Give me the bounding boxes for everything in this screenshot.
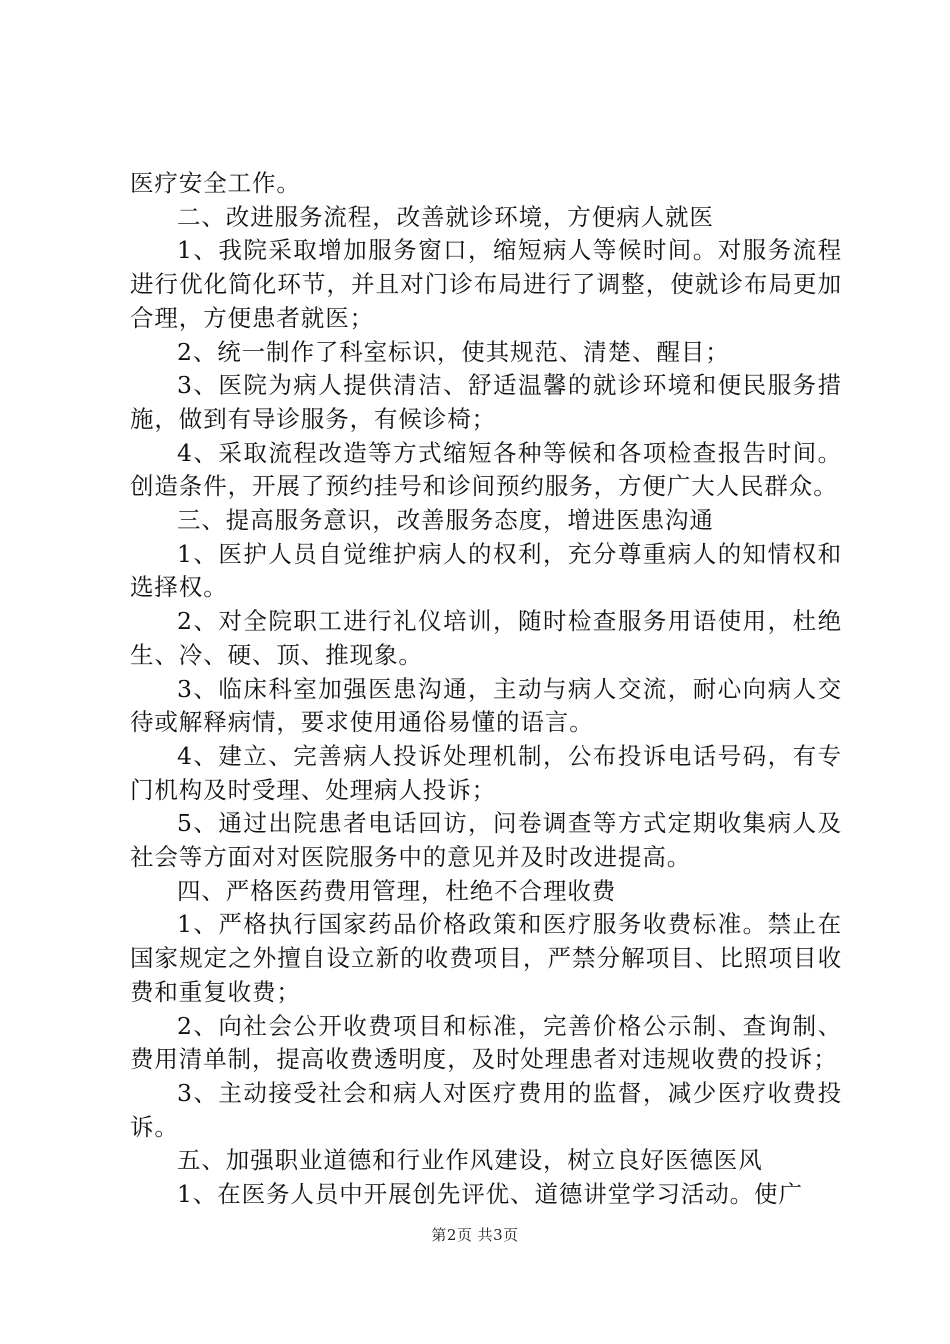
paragraph: 1、医护人员自觉维护病人的权利，充分尊重病人的知情权和选择权。 — [130, 539, 842, 602]
paragraph: 3、临床科室加强医患沟通，主动与病人交流，耐心向病人交待或解释病情，要求使用通俗易懂的语言。 — [130, 674, 842, 737]
paragraph: 4、采取流程改造等方式缩短各种等候和各项检查报告时间。创造条件，开展了预约挂号和诊间预约服务，方便广大人民群众。 — [130, 438, 842, 501]
paragraph: 1、严格执行国家药品价格政策和医疗服务收费标准。禁止在国家规定之外擅自设立新的收费项目，严禁分解项目、比照项目收费和重复收费； — [130, 910, 842, 1006]
page-number: 第2页 共3页 — [431, 1226, 519, 1244]
paragraph: 1、我院采取增加服务窗口，缩短病人等候时间。对服务流程进行优化简化环节，并且对门诊布局进行了调整，使就诊布局更加合理，方便患者就医； — [130, 236, 842, 332]
paragraph: 1、在医务人员中开展创先评优、道德讲堂学习活动。使广 — [177, 1180, 803, 1209]
paragraph: 2、统一制作了科室标识，使其规范、清楚、醒目； — [177, 337, 730, 366]
document-body — [130, 167, 842, 1212]
paragraph: 2、向社会公开收费项目和标准，完善价格公示制、查询制、费用清单制，提高收费透明度，及时处理患者对违规收费的投诉； — [130, 1011, 842, 1074]
section-heading: 二、改进服务流程，改善就诊环境，方便病人就医 — [177, 202, 714, 231]
paragraph: 4、建立、完善病人投诉处理机制，公布投诉电话号码，有专门机构及时受理、处理病人投诉； — [130, 741, 842, 804]
section-heading: 三、提高服务意识，改善服务态度，增进医患沟通 — [177, 506, 714, 535]
section-heading: 四、严格医药费用管理，杜绝不合理收费 — [177, 876, 617, 905]
paragraph: 2、对全院职工进行礼仪培训，随时检查服务用语使用，杜绝生、冷、硬、顶、推现象。 — [130, 607, 842, 669]
paragraph: 3、主动接受社会和病人对医疗费用的监督，减少医疗收费投诉。 — [130, 1078, 842, 1141]
section-heading: 五、加强职业道德和行业作风建设，树立良好医德医风 — [177, 1146, 763, 1175]
paragraph: 5、通过出院患者电话回访，问卷调查等方式定期收集病人及社会等方面对对医院服务中的意见并及时改进提高。 — [130, 809, 842, 872]
paragraph: 医疗安全工作。 — [130, 169, 301, 197]
paragraph: 3、医院为病人提供清洁、舒适温馨的就诊环境和便民服务措施，做到有导诊服务，有候诊椅； — [130, 371, 842, 433]
